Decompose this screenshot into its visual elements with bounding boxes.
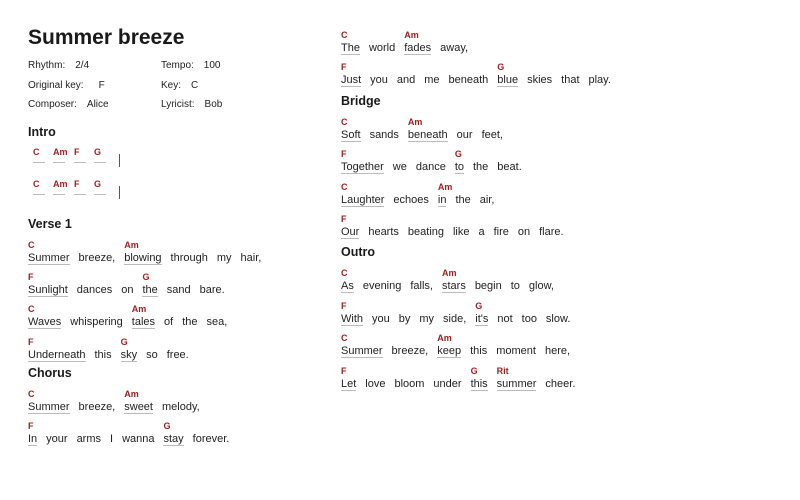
bridge-section — [341, 94, 781, 247]
tempo-value: 100 — [203, 60, 221, 72]
chord-label: C — [341, 30, 348, 40]
chord-label: F — [341, 300, 347, 311]
lyricist-value: Bob — [204, 99, 223, 111]
lyric-word: melody, — [161, 401, 200, 414]
chord-label: C — [28, 239, 35, 250]
lyric-word: your — [46, 433, 68, 446]
original-key-label: Original key: — [28, 79, 84, 91]
chord-label: Am — [124, 389, 139, 400]
lyric-word: begin — [474, 280, 502, 293]
lyric-line — [341, 366, 781, 398]
lyric-word: keep — [437, 345, 462, 358]
chord-label: F — [341, 213, 347, 224]
lyric-word: air, — [479, 193, 495, 206]
lyric-word: flare. — [539, 225, 564, 238]
lyricist-field — [161, 99, 294, 110]
meta-row-3 — [28, 95, 328, 115]
beat-blank — [94, 162, 106, 163]
rhythm-field — [28, 60, 161, 71]
composer-field — [28, 99, 161, 110]
intro-section — [28, 125, 328, 211]
lyric-word: too — [521, 312, 537, 325]
lyric-word: beneath — [448, 74, 489, 87]
verse1-section — [28, 217, 328, 370]
lyric-word: The — [341, 42, 360, 54]
lyric-word: the — [142, 283, 158, 296]
lyric-line — [341, 333, 781, 365]
lyric-word: sky — [120, 348, 138, 361]
lyric-line — [341, 149, 781, 181]
lyric-word: whispering — [70, 316, 123, 329]
lyric-word: fire — [493, 225, 509, 238]
outro-section — [341, 245, 781, 398]
chord-label: Am — [441, 268, 457, 279]
section-title-verse1: Verse 1 — [28, 216, 72, 231]
lyric-word: With — [341, 312, 363, 325]
chord-label: Am — [404, 30, 419, 40]
lyric-word: bare. — [199, 283, 225, 296]
lyric-word: under — [433, 377, 462, 390]
chord-label: C — [28, 304, 35, 315]
lyric-word: to — [454, 161, 465, 174]
lyric-word: free. — [166, 348, 189, 361]
lyric-word: on — [517, 225, 531, 238]
lyric-word: hair, — [240, 251, 262, 264]
lyric-word: blowing — [124, 251, 162, 264]
lyric-word: Our — [341, 225, 360, 238]
lyric-word: Sunlight — [28, 283, 68, 296]
lyric-word: feet, — [481, 128, 503, 141]
chord-label: G — [142, 271, 150, 282]
lyric-line — [341, 62, 781, 94]
lyric-word: play. — [588, 74, 611, 87]
chord-label: G — [163, 421, 171, 432]
lyric-word: arms — [76, 433, 102, 446]
lyric-word: dance — [415, 161, 446, 174]
intro-bar — [28, 147, 328, 179]
lyric-word: Waves — [28, 316, 62, 329]
lyric-line — [341, 182, 781, 214]
chord-label: C — [341, 333, 348, 344]
tempo-label: Tempo: — [161, 60, 194, 72]
lyric-word: wanna — [122, 433, 155, 446]
key-field — [161, 80, 294, 91]
left-column — [28, 26, 328, 454]
lyric-line — [341, 30, 781, 62]
lyric-word: stay — [163, 433, 184, 446]
chord-label: F — [28, 271, 34, 282]
chord-label: G — [475, 300, 483, 311]
lyric-word: cheer. — [545, 377, 576, 390]
beat-blank — [33, 162, 45, 163]
lyric-word: echoes — [393, 193, 429, 206]
beat-blank — [94, 194, 106, 195]
key-label: Key: — [161, 79, 182, 91]
chord-label: Am — [437, 333, 452, 344]
chord-label: C — [341, 181, 348, 192]
beat-blank — [53, 162, 65, 163]
lyric-line — [28, 421, 328, 453]
lyric-word: Together — [341, 161, 384, 174]
original-key-value: F — [98, 79, 105, 91]
bar-line — [119, 154, 120, 167]
beat-blank — [74, 194, 86, 195]
bridge-lines — [341, 117, 781, 247]
chord-label: Am — [131, 304, 147, 315]
chorus-section — [28, 366, 328, 454]
lyric-word: love — [365, 377, 386, 390]
lyric-word: my — [419, 312, 435, 325]
lyric-word: side, — [443, 312, 467, 325]
lyric-line — [341, 214, 781, 246]
lyric-word: bloom — [394, 377, 425, 390]
lyric-word: Summer — [341, 345, 383, 358]
lyric-line — [341, 301, 781, 333]
intro-bar — [28, 179, 328, 211]
lyric-word: glow, — [528, 280, 554, 293]
chord-label: C — [341, 116, 348, 127]
lyric-word: and — [396, 74, 416, 87]
chord-label: F — [341, 62, 347, 73]
lyric-word: through — [170, 251, 208, 264]
lyric-word: moment — [496, 345, 536, 358]
lyric-word: here, — [544, 345, 571, 358]
lyric-line — [341, 268, 781, 300]
chord-label: Am — [437, 181, 453, 192]
bar-line — [119, 186, 120, 199]
lyric-line — [341, 117, 781, 149]
lyric-word: away, — [440, 42, 469, 54]
lyric-word: Underneath — [28, 348, 86, 361]
lyric-word: Soft — [341, 128, 361, 141]
lyric-word: on — [121, 283, 134, 296]
lyric-word: a — [478, 225, 485, 238]
lyric-word: As — [341, 280, 354, 293]
verse1-lines — [28, 240, 328, 370]
song-title: Summer breeze — [28, 26, 185, 49]
lyric-word: this — [94, 348, 112, 361]
lyric-word: sea, — [206, 316, 228, 329]
lyric-word: stars — [441, 280, 466, 293]
composer-value: Alice — [86, 99, 109, 111]
chord-label: F — [74, 146, 80, 157]
lyric-word: you — [370, 74, 388, 87]
lyric-word: not — [497, 312, 513, 325]
section-title-bridge: Bridge — [341, 93, 381, 108]
lyric-word: beating — [407, 225, 444, 238]
right-column — [341, 30, 781, 398]
lyric-word: world — [368, 42, 396, 54]
chord-label: F — [341, 365, 347, 376]
lyric-word: In — [28, 433, 38, 446]
lyric-word: so — [146, 348, 158, 361]
lyric-word: evening — [362, 280, 402, 293]
lyric-line — [28, 272, 328, 304]
lyric-word: Summer — [28, 251, 70, 264]
lyric-word: breeze, — [391, 345, 429, 358]
rhythm-label: Rhythm: — [28, 60, 66, 72]
chord-label: G — [454, 149, 462, 160]
lyric-word: the — [182, 316, 198, 329]
lyric-word: like — [452, 225, 470, 238]
chord-label: G — [94, 146, 102, 157]
lyric-word: our — [456, 128, 473, 141]
lyric-word: summer — [496, 377, 537, 390]
lyric-word: skies — [527, 74, 553, 87]
chord-label: F — [28, 336, 34, 347]
composer-label: Composer: — [28, 99, 77, 111]
lyric-word: slow. — [545, 312, 571, 325]
lyric-line — [28, 337, 328, 369]
outro-lines — [341, 268, 781, 398]
lyric-word: Summer — [28, 401, 70, 414]
lyric-word: it's — [475, 312, 489, 325]
lyric-word: beat. — [497, 161, 522, 174]
chord-label: F — [28, 421, 34, 432]
lyric-word: sands — [369, 128, 399, 141]
chord-label: F — [341, 149, 347, 160]
lyric-line — [28, 304, 328, 336]
lyricist-label: Lyricist: — [161, 99, 195, 111]
lyric-word: Just — [341, 74, 362, 87]
lyric-word: in — [437, 193, 447, 206]
lyric-word: by — [398, 312, 411, 325]
section-title-chorus: Chorus — [28, 366, 72, 381]
lyric-word: sweet — [124, 401, 153, 414]
lyric-word: that — [561, 74, 580, 87]
section-title-outro: Outro — [341, 245, 376, 260]
chord-label: G — [470, 365, 478, 376]
lyric-word: blue — [497, 74, 519, 87]
lyric-word: this — [470, 345, 488, 358]
lyric-word: you — [372, 312, 390, 325]
lyric-word: we — [392, 161, 407, 174]
lyric-word: falls, — [410, 280, 433, 293]
chorus-lines-right — [341, 30, 781, 95]
lyric-word: I — [110, 433, 114, 446]
chord-label: G — [497, 62, 505, 73]
lyric-word: the — [473, 161, 489, 174]
lyric-word: me — [424, 74, 440, 87]
lyric-word: tales — [131, 316, 156, 329]
chord-label: Am — [53, 178, 68, 189]
lyric-word: sand — [166, 283, 191, 296]
lyric-word: of — [164, 316, 174, 329]
lyric-word: my — [216, 251, 232, 264]
lyric-word: dances — [76, 283, 113, 296]
chord-label: F — [74, 178, 80, 189]
chord-label: C — [33, 146, 40, 157]
chord-label: G — [94, 178, 102, 189]
lyric-word: Let — [341, 377, 357, 390]
tempo-field — [161, 60, 294, 71]
beat-blank — [33, 194, 45, 195]
chord-label: Rit — [496, 365, 509, 376]
lyric-word: forever. — [192, 433, 230, 446]
lyric-word: the — [455, 193, 471, 206]
chorus-lines-left — [28, 389, 328, 454]
lyric-line — [28, 389, 328, 421]
chord-label: G — [120, 336, 128, 347]
chord-label: Am — [407, 116, 423, 127]
intro-chord-bars — [28, 147, 328, 211]
meta-row-2 — [28, 76, 328, 96]
lyric-word: Laughter — [341, 193, 385, 206]
lyric-word: fades — [404, 42, 432, 54]
lyric-word: this — [470, 377, 488, 390]
chord-label: C — [341, 268, 348, 279]
beat-blank — [74, 162, 86, 163]
section-title-intro: Intro — [28, 124, 56, 139]
lyric-word: to — [510, 280, 520, 293]
meta-row-1 — [28, 56, 328, 76]
lyric-word: breeze, — [78, 251, 116, 264]
beat-blank — [53, 194, 65, 195]
lyric-word: hearts — [368, 225, 399, 238]
chord-label: Am — [53, 146, 68, 157]
chord-label: Am — [124, 239, 139, 250]
key-value: C — [191, 79, 199, 91]
rhythm-value: 2/4 — [75, 60, 90, 72]
chord-label: C — [33, 178, 40, 189]
lyric-line — [28, 240, 328, 272]
lyric-word: beneath — [407, 128, 448, 141]
lyric-word: breeze, — [78, 401, 116, 414]
chord-label: C — [28, 389, 35, 400]
original-key-field — [28, 80, 161, 91]
